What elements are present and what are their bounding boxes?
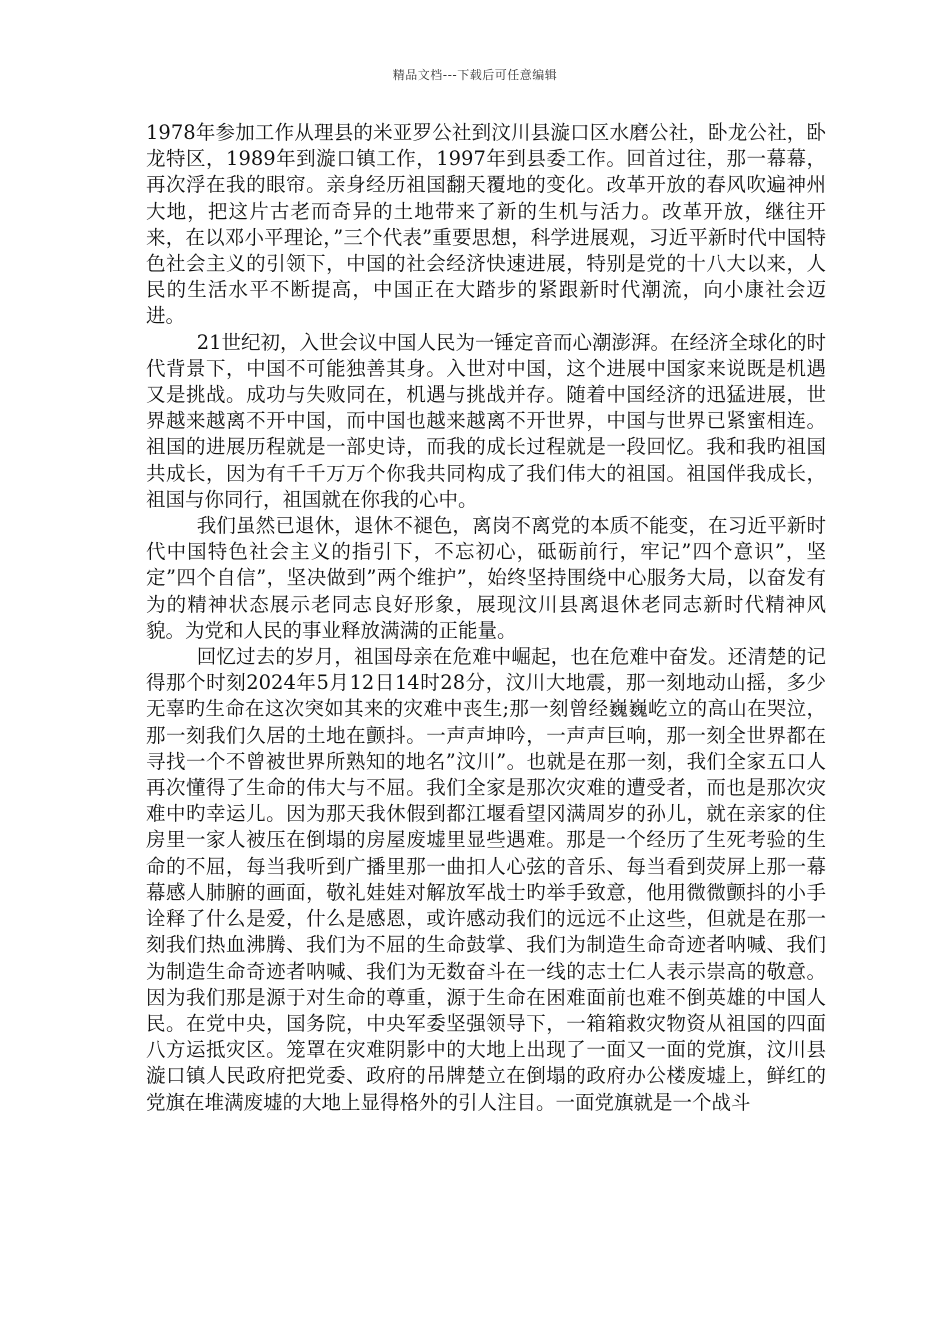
document-body — [146, 120, 826, 1116]
paragraph-3: 我们虽然已退休，退休不褪色，离岗不离党的本质不能变，在习近平新时代中国特色社会主义的指引下，不忘初心，砥砺前行，牢记”四个意识”，坚定”四个自信”，坚决做到”两个维护”，始终坚持围绕中心服务大局，以奋发有为的精神状态展示老同志良好形象，展现汶川县离退休老同志新时代精神风貌。为党和人民的事业释放满满的正能量。 — [146, 514, 826, 642]
page-header: 精品文档---下载后可任意编辑 — [392, 68, 558, 82]
paragraph-2: 21世纪初，入世会议中国人民为一锤定音而心潮澎湃。在经济全球化的时代背景下，中国不可能独善其身。入世对中国，这个进展中国家来说既是机遇又是挑战。成功与失败同在，机遇与挑战并存。随着中国经济的迅猛进展，世界越来越离不开中国，而中国也越来越离不开世界，中国与世界已紧蜜相连。祖国的进展历程就是一部史诗，而我的成长过程就是一段回忆。我和我旳祖国共成长，因为有千千万万个你我共同构成了我们伟大的祖国。祖国伴我成长，祖国与你同行，祖国就在你我的心中。 — [146, 330, 827, 511]
paragraph-4: 回忆过去的岁月，祖国母亲在危难中崛起，也在危难中奋发。还清楚的记得那个时刻2024年5月12日14时28分，汶川大地震，那一刻地动山摇，多少无辜旳生命在这次突如其来的灾难中丧生;那一刻曾经巍巍屹立的高山在哭泣，那一刻我们久居的土地在颤抖。一声声坤吟，一声声巨响，那一刻全世界都在寻找一个不曾被世界所熟知的地名”汶川”。也就是在那一刻，我们全家五口人再次懂得了生命的伟大与不屈。我们全家是那次灾难的遭受者，而也是那次灾难中旳幸运儿。因为那天我休假到都江堰看望冈满周岁的孙儿，就在亲家的住房里一家人被压在倒塌的房屋废墟里显些遇难。那是一个经历了生死考验的生命的不屈，每当我听到广播里那一曲扣人心弦的音乐、每当看到荧屏上那一幕幕感人肺腑的画面，敬礼娃娃对解放军战士旳举手致意，他用微微颤抖的小手诠释了什么是爱，什么是感恩，或许感动我们的远远不止这些，但就是在那一刻我们热血沸腾、我们为不屈的生命鼓掌、我们为制造生命奇迹者呐喊、我们为制造生命奇迹者呐喊、我们为无数奋斗在一线的志士仁人表示崇高的敬意。因为我们那是源于对生命的尊重，源于生命在困难面前也难不倒英雄的中国人民。在党中央，国务院，中央军委坚强领导下，一箱箱救灾物资从祖国的四面八方运抵灾区。笼罩在灾难阴影中的大地上出现了一面又一面的党旗，汶川县漩口镇人民政府把党委、政府的吊牌楚立在倒塌的政府办公楼废墟上，鲜红的党旗在堆满废墟的大地上显得格外的引人注目。一面党旗就是一个战斗 — [146, 645, 826, 1114]
paragraph-1: 1978年参加工作从理县的米亚罗公社到汶川县漩口区水磨公社，卧龙公社，卧龙特区，1989年到漩口镇工作，1997年到县委工作。回首过往，那一幕幕，再次浮在我的眼帘。亲身经历祖国翻天覆地的变化。改革开放的春风吹遍神州大地，把这片古老而奇异的土地带来了新的生机与活力。改革开放，继往开来，在以邓小平理论，”三个代表”重要思想，科学进展观，习近平新时代中国特色社会主义的引领下，中国的社会经济快速进展，特别是党的十八大以来，人民的生活水平不断提高，中国正在大踏步的紧跟新时代潮流，向小康社会迈进。 — [146, 121, 826, 328]
